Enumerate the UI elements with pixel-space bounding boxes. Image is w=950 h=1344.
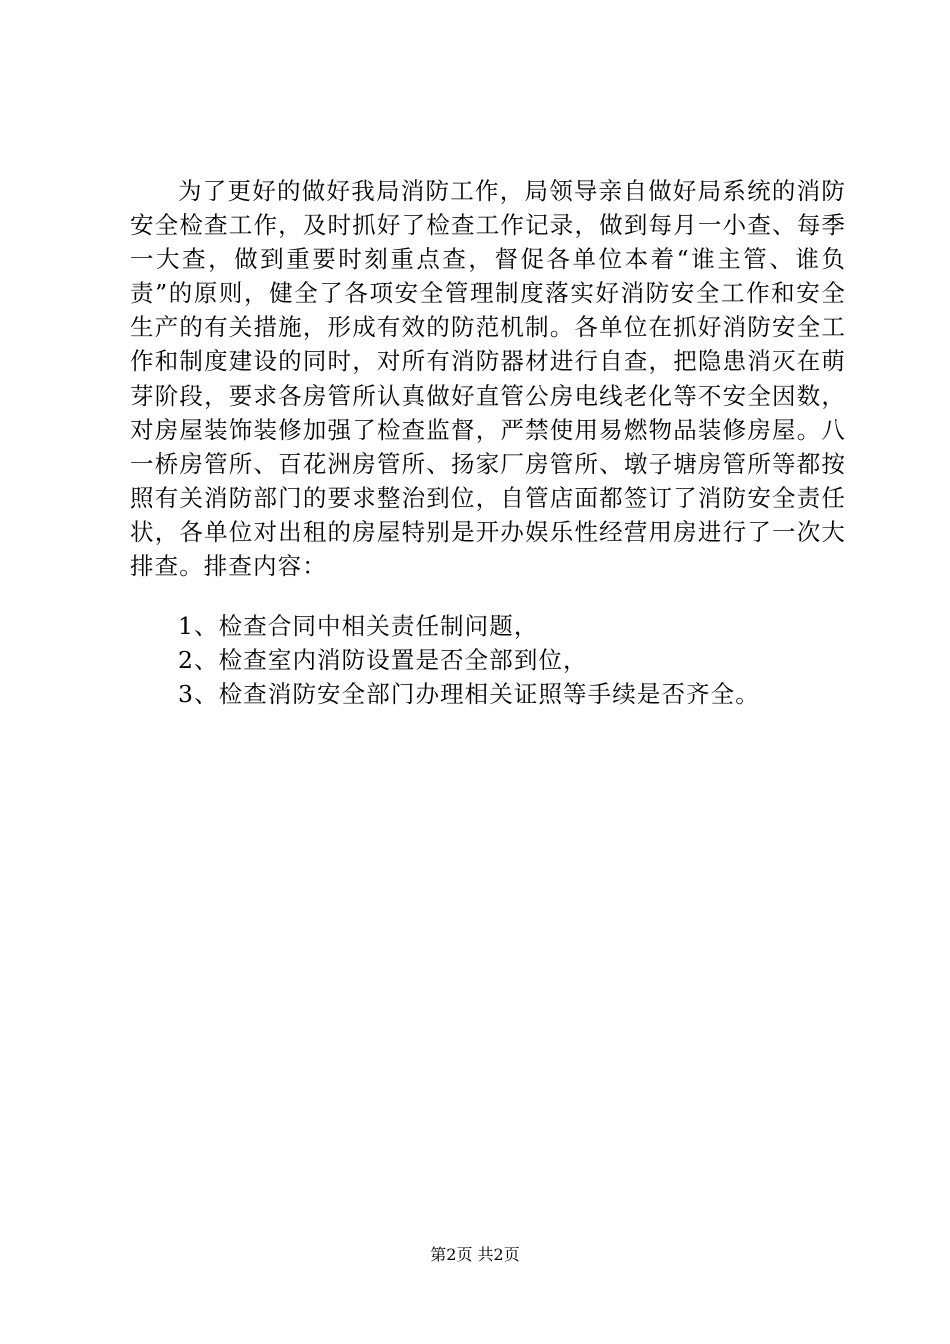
list-item: 2、检查室内消防设置是否全部到位， [178, 646, 588, 675]
list-item: 3、检查消防安全部门办理相关证照等手续是否齐全。 [178, 680, 760, 709]
page-footer: 第2页 共2页 [430, 1245, 520, 1264]
list-item: 1、检查合同中相关责任制问题， [178, 612, 539, 641]
document-body [130, 174, 846, 711]
body-paragraph: 为了更好的做好我局消防工作，局领导亲自做好局系统的消防安全检查工作，及时抓好了检查工作记录，做到每月一小查、每季一大查，做到重要时刻重点查，督促各单位本着“谁主管、谁负责”的原则，健全了各项安全管理制度落实好消防安全工作和安全生产的有关措施，形成有效的防范机制。各单位在抓好消防安全工作和制度建设的同时，对所有消防器材进行自查，把隐患消灭在萌芽阶段，要求各房管所认真做好直管公房电线老化等不安全因数，对房屋装饰装修加强了检查监督，严禁使用易燃物品装修房屋。八一桥房管所、百花洲房管所、扬家厂房管所、墩子塘房管所等都按照有关消防部门的要求整治到位，自管店面都签订了消防安全责任状，各单位对出租的房屋特别是开办娱乐性经营用房进行了一次大排查。排查内容： [130, 177, 846, 581]
inspection-list [130, 609, 846, 711]
